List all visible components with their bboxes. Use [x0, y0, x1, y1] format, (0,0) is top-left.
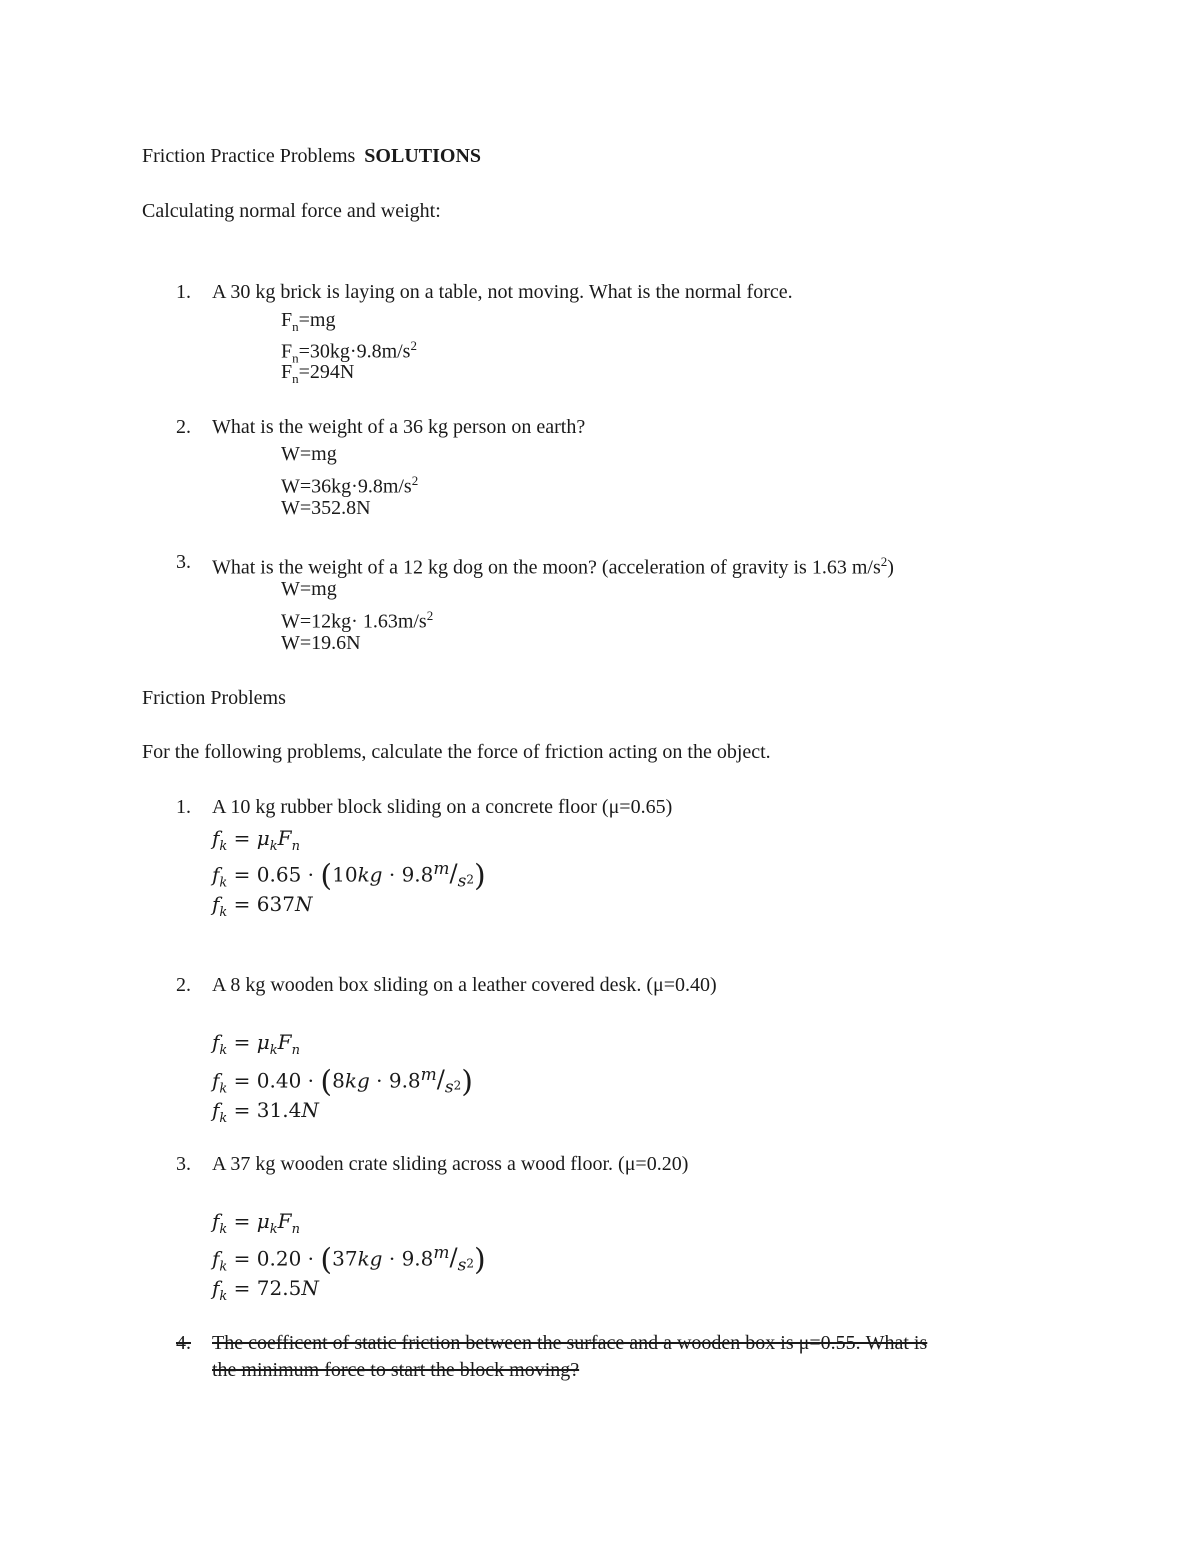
problem-question: What is the weight of a 12 kg dog on the moon? (acceleration of gravity is 1.63 $m/s^2$) [212, 554, 894, 579]
solution-line: $W=12kg\cdot 1.63m/s^2$ [281, 608, 434, 633]
solution-line: W=19.6N [281, 632, 361, 654]
problem-number: 2. [176, 974, 191, 996]
problem-question: A 30 kg brick is laying on a table, not moving. What is the normal force. [212, 281, 793, 303]
equation-formula: $f_k = \mu_kF_n$ [212, 826, 300, 854]
solution-line: $F_n=294N$ [281, 361, 355, 386]
equation-result: $f_k = 31.4N$ [212, 1098, 319, 1126]
problem-number: 2. [176, 416, 191, 438]
equation-substitution: $f_k = 0.40 \cdot (8kg \cdot 9.8^m/_{s2})$ [212, 1064, 473, 1100]
solution-line: $F_n=mg$ [281, 309, 336, 334]
solution-line: $W=36kg\cdot 9.8m/s^2$ [281, 473, 419, 498]
problem-question: What is the weight of a 36 kg person on earth? [212, 416, 586, 438]
problem-number: 3. [176, 1153, 191, 1175]
problem-question: A 37 kg wooden crate sliding across a wood floor. (μ=0.20) [212, 1153, 689, 1175]
section-heading-normal-force: Calculating normal force and weight: [142, 200, 441, 222]
struck-question-line1: The coefficent of static friction between the surface and a wooden box is μ=0.55. What is [212, 1332, 928, 1354]
problem-number: 3. [176, 551, 191, 573]
problem-question: A 8 kg wooden box sliding on a leather covered desk. (μ=0.40) [212, 974, 717, 996]
page-title-text: Friction Practice Problems [142, 145, 356, 167]
solution-line: W=mg [281, 578, 337, 600]
equation-substitution: $f_k = 0.20 \cdot (37kg \cdot 9.8^m/_{s2})$ [212, 1242, 486, 1278]
problem-number: 4. [176, 1332, 191, 1354]
page-title [142, 144, 481, 168]
equation-result: $f_k = 637N$ [212, 892, 313, 920]
page-title-bold: SOLUTIONS [364, 145, 482, 167]
problem-number: 1. [176, 796, 191, 818]
section-instructions: For the following problems, calculate the force of friction acting on the object. [142, 741, 771, 763]
section-heading-friction: Friction Problems [142, 687, 286, 709]
solution-line: W=352.8N [281, 497, 371, 519]
problem-number: 1. [176, 281, 191, 303]
problem-question: A 10 kg rubber block sliding on a concrete floor (μ=0.65) [212, 796, 673, 818]
equation-formula: $f_k = \mu_kF_n$ [212, 1030, 300, 1058]
equation-formula: $f_k = \mu_kF_n$ [212, 1209, 300, 1237]
equation-substitution: $f_k = 0.65 \cdot (10kg \cdot 9.8^m/_{s2})$ [212, 858, 486, 894]
equation-result: $f_k = 72.5N$ [212, 1276, 319, 1304]
struck-question-line2: the minimum force to start the block moving? [212, 1359, 580, 1381]
solution-line: $F_n=30kg\cdot 9.8m/s^2$ [281, 338, 417, 366]
solution-line: W=mg [281, 443, 337, 465]
